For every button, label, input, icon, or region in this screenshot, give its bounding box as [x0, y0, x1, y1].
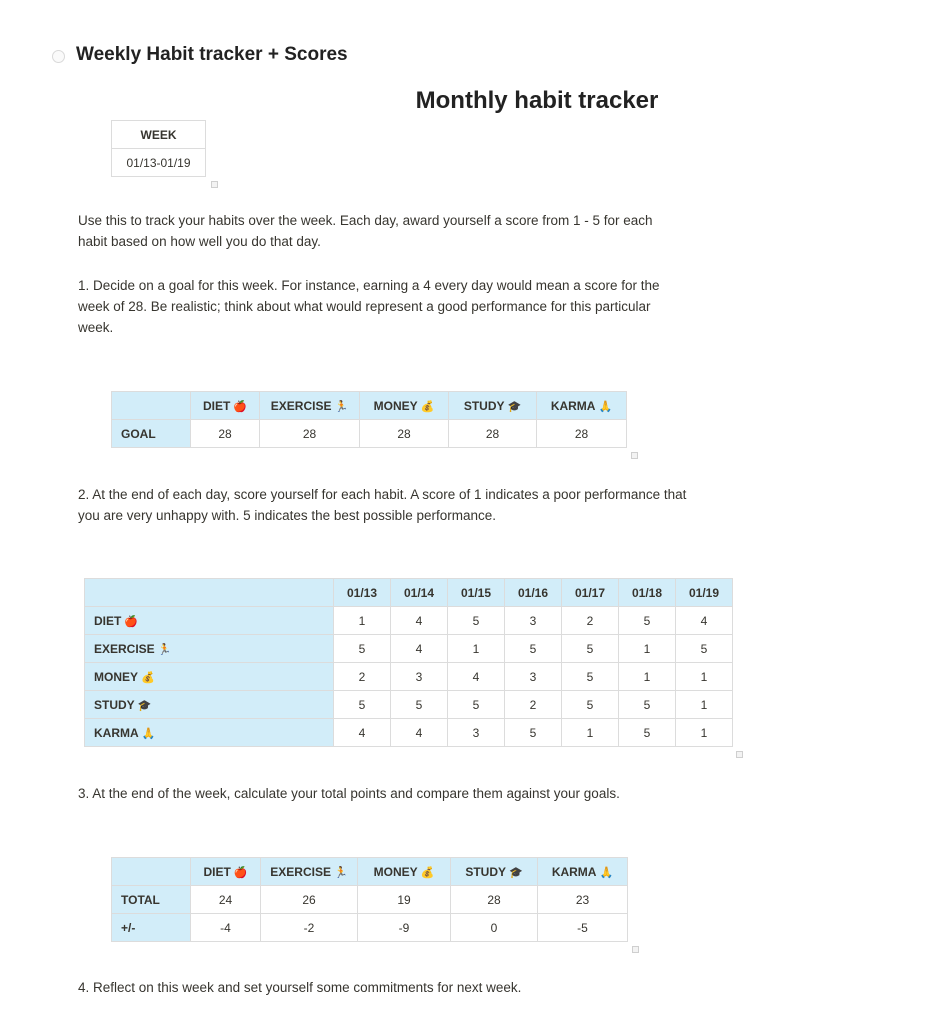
score-cell[interactable]: 1 — [448, 635, 505, 663]
table-corner — [112, 858, 191, 886]
score-cell[interactable]: 1 — [676, 719, 733, 747]
score-cell[interactable]: 4 — [334, 719, 391, 747]
score-cell[interactable]: 4 — [676, 607, 733, 635]
score-cell[interactable]: 1 — [619, 663, 676, 691]
score-cell[interactable]: 1 — [676, 663, 733, 691]
table-row — [85, 691, 733, 719]
intro-text: Use this to track your habits over the week. Each day, award yourself a score from 1 - 5 for each habit based on how well you do that day. — [78, 213, 653, 249]
table-corner — [85, 579, 334, 607]
row-header-money[interactable]: MONEY 💰 — [85, 663, 334, 691]
money-bag-icon: 💰 — [141, 671, 155, 684]
total-cell[interactable]: 28 — [451, 886, 538, 914]
score-cell[interactable]: 5 — [619, 719, 676, 747]
pray-icon: 🙏 — [599, 866, 614, 879]
date-header[interactable]: 01/19 — [676, 579, 733, 607]
col-header-exercise[interactable]: EXERCISE 🏃 — [260, 392, 360, 420]
col-header-karma[interactable]: KARMA 🙏 — [538, 858, 628, 886]
diff-cell[interactable]: 0 — [451, 914, 538, 942]
pray-icon: 🙏 — [141, 727, 156, 740]
table-row — [112, 914, 628, 942]
week-header[interactable]: WEEK — [112, 121, 206, 149]
score-cell[interactable]: 1 — [676, 691, 733, 719]
score-cell[interactable]: 4 — [391, 635, 448, 663]
pray-icon: 🙏 — [598, 400, 613, 413]
score-cell[interactable]: 1 — [619, 635, 676, 663]
row-header-exercise[interactable]: EXERCISE 🏃 — [85, 635, 334, 663]
totals-table — [111, 857, 628, 942]
score-cell[interactable]: 3 — [391, 663, 448, 691]
money-bag-icon: 💰 — [420, 866, 435, 879]
grad-cap-icon: 🎓 — [508, 866, 523, 879]
doc-title: Weekly Habit tracker + Scores — [76, 44, 348, 65]
step3-text: 3. At the end of the week, calculate your total points and compare them against your goals. — [78, 786, 620, 801]
score-cell[interactable]: 2 — [334, 663, 391, 691]
score-cell[interactable]: 1 — [334, 607, 391, 635]
row-header-diet[interactable]: DIET 🍎 — [85, 607, 334, 635]
daily-scores-table — [84, 578, 733, 747]
date-header[interactable]: 01/15 — [448, 579, 505, 607]
table-resize-handle[interactable] — [736, 751, 743, 758]
diff-cell[interactable]: -4 — [191, 914, 261, 942]
table-resize-handle[interactable] — [631, 452, 638, 459]
score-cell[interactable]: 5 — [448, 691, 505, 719]
diff-cell[interactable]: -5 — [538, 914, 628, 942]
col-header-karma[interactable]: KARMA 🙏 — [537, 392, 627, 420]
col-header-money[interactable]: MONEY 💰 — [360, 392, 449, 420]
total-cell[interactable]: 24 — [191, 886, 261, 914]
runner-icon: 🏃 — [334, 400, 349, 413]
grad-cap-icon: 🎓 — [507, 400, 522, 413]
diff-cell[interactable]: -2 — [261, 914, 358, 942]
table-row — [112, 886, 628, 914]
week-table — [111, 120, 206, 177]
table-corner — [112, 392, 191, 420]
score-cell[interactable]: 5 — [562, 691, 619, 719]
total-cell[interactable]: 26 — [261, 886, 358, 914]
table-row — [85, 607, 733, 635]
table-resize-handle[interactable] — [632, 946, 639, 953]
date-header[interactable]: 01/16 — [505, 579, 562, 607]
col-header-money[interactable]: MONEY 💰 — [358, 858, 451, 886]
goal-cell[interactable]: 28 — [191, 420, 260, 448]
goal-cell[interactable]: 28 — [360, 420, 449, 448]
grad-cap-icon: 🎓 — [137, 699, 152, 712]
goal-cell[interactable]: 28 — [449, 420, 537, 448]
score-cell[interactable]: 3 — [505, 663, 562, 691]
goal-table — [111, 391, 627, 448]
score-cell[interactable]: 1 — [562, 719, 619, 747]
score-cell[interactable]: 2 — [562, 607, 619, 635]
date-header[interactable]: 01/14 — [391, 579, 448, 607]
apple-icon: 🍎 — [124, 615, 139, 628]
table-row — [85, 663, 733, 691]
step1-text: 1. Decide on a goal for this week. For instance, earning a 4 every day would mean a score for the week of 28. Be realistic; think about what would represent a good performance for this particular week. — [78, 278, 660, 335]
step4-text: 4. Reflect on this week and set yourself some commitments for next week. — [78, 980, 522, 995]
total-cell[interactable]: 23 — [538, 886, 628, 914]
col-header-study[interactable]: STUDY 🎓 — [449, 392, 537, 420]
col-header-diet[interactable]: DIET 🍎 — [191, 392, 260, 420]
score-cell[interactable]: 4 — [391, 607, 448, 635]
apple-icon: 🍎 — [233, 866, 248, 879]
total-cell[interactable]: 19 — [358, 886, 451, 914]
row-header-total[interactable]: TOTAL — [112, 886, 191, 914]
score-cell[interactable]: 3 — [505, 607, 562, 635]
score-cell[interactable]: 5 — [676, 635, 733, 663]
table-row — [85, 719, 733, 747]
score-cell[interactable]: 5 — [505, 719, 562, 747]
table-resize-handle[interactable] — [211, 181, 218, 188]
score-cell[interactable]: 5 — [505, 635, 562, 663]
date-header[interactable]: 01/13 — [334, 579, 391, 607]
score-cell[interactable]: 5 — [619, 691, 676, 719]
score-cell[interactable]: 4 — [448, 663, 505, 691]
date-header[interactable]: 01/17 — [562, 579, 619, 607]
score-cell[interactable]: 2 — [505, 691, 562, 719]
score-cell[interactable]: 5 — [391, 691, 448, 719]
row-header-study[interactable]: STUDY 🎓 — [85, 691, 334, 719]
score-cell[interactable]: 4 — [391, 719, 448, 747]
step2-text: 2. At the end of each day, score yourself for each habit. A score of 1 indicates a poor performance that you are very unhappy with. 5 indicates the best possible performance. — [78, 487, 687, 523]
money-bag-icon: 💰 — [420, 400, 435, 413]
row-header-goal[interactable]: GOAL — [112, 420, 191, 448]
score-cell[interactable]: 5 — [448, 607, 505, 635]
runner-icon: 🏃 — [333, 866, 348, 879]
table-row — [85, 635, 733, 663]
row-header-diff[interactable]: +/- — [112, 914, 191, 942]
score-cell[interactable]: 5 — [334, 635, 391, 663]
row-header-karma[interactable]: KARMA 🙏 — [85, 719, 334, 747]
task-checkbox[interactable] — [52, 50, 65, 63]
col-header-exercise[interactable]: EXERCISE 🏃 — [261, 858, 358, 886]
runner-icon: 🏃 — [157, 643, 172, 656]
week-value[interactable]: 01/13-01/19 — [112, 149, 206, 177]
page-title: Monthly habit tracker — [415, 87, 659, 114]
score-cell[interactable]: 5 — [562, 635, 619, 663]
date-header[interactable]: 01/18 — [619, 579, 676, 607]
score-cell[interactable]: 5 — [334, 691, 391, 719]
col-header-study[interactable]: STUDY 🎓 — [451, 858, 538, 886]
score-cell[interactable]: 5 — [619, 607, 676, 635]
goal-cell[interactable]: 28 — [537, 420, 627, 448]
diff-cell[interactable]: -9 — [358, 914, 451, 942]
apple-icon: 🍎 — [233, 400, 248, 413]
score-cell[interactable]: 3 — [448, 719, 505, 747]
col-header-diet[interactable]: DIET 🍎 — [191, 858, 261, 886]
score-cell[interactable]: 5 — [562, 663, 619, 691]
goal-cell[interactable]: 28 — [260, 420, 360, 448]
